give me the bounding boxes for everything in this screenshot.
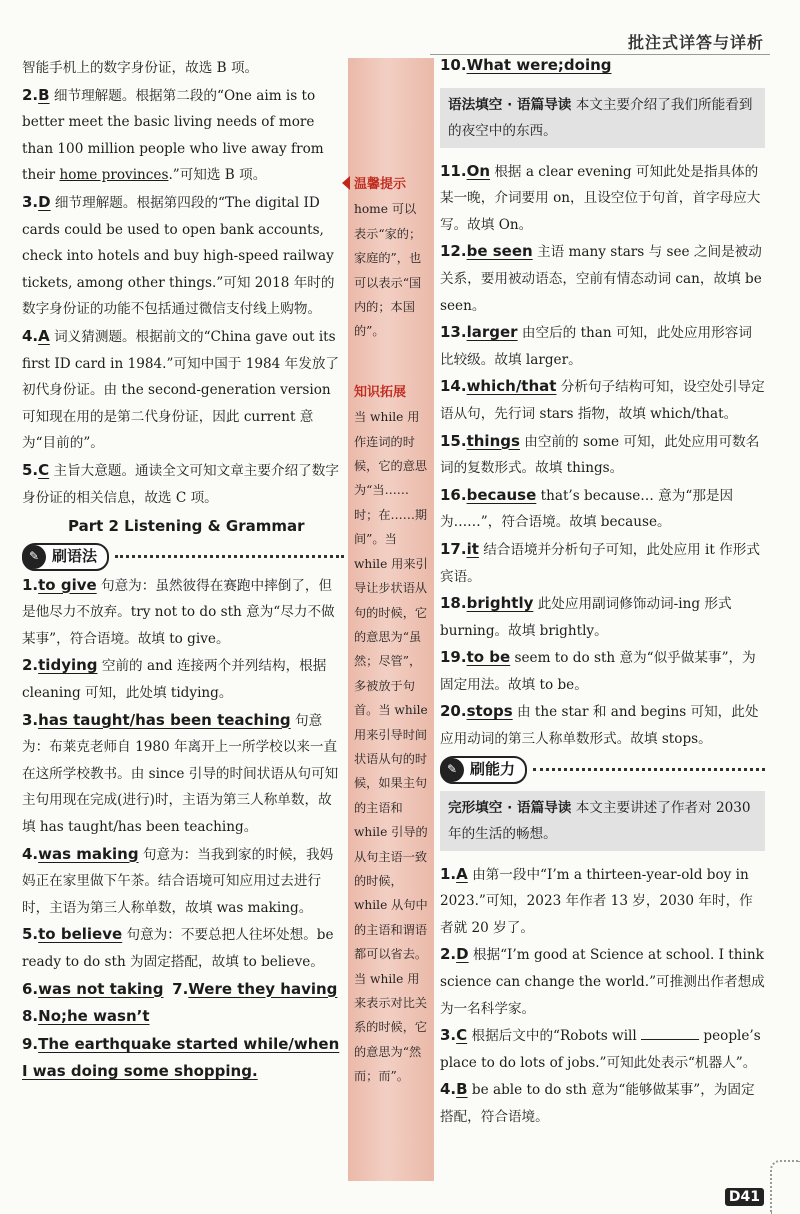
dotted-divider [115,555,344,558]
answer-11: 11.On 根据 a clear evening 可知此处是指具体的某一晚，介词要用 on，且设空位于句首，首字母应大写。故填 On。 [440,161,761,233]
tip-label: 温馨提示 [354,177,407,192]
pen-icon: ✎ [440,758,464,782]
grammar-answer-6-7: 6.was not taking 7.Were they having [22,979,338,998]
grammar-answer-10: 10.What were;doing [440,56,612,74]
grammar-answer-3: 3.has taught/has been teaching 句意为：布莱克老师自 1980 年离开上一所学校以来一直在这所学校教书。由 since 引导的时间状语从句可知主句用现在完成(进行)时，主语为第三人称单数，故填 has taught/has been teaching。 [22,710,339,836]
reading-guide-1: 语法填空 · 语篇导读 本文主要介绍了我们所能看到的夜空中的东西。 [440,88,765,148]
side-note-strip [348,58,434,1181]
pen-icon: ✎ [22,545,46,569]
blank-line [641,1039,699,1040]
grammar-answer-9: 9.The earthquake started while/when I was doing some shopping. [22,1034,340,1081]
answer-18: 18.brightly 此处应用副词修饰动词-ing 形式 burning。故填 brightly。 [440,594,732,639]
grammar-answer-5: 5.to believe 句意为：不要总把人往坏处想。be ready to do sth 为固定搭配，故填 to believe。 [22,925,334,970]
reading-guide-2: 完形填空 · 语篇导读 本文主要讲述了作者对 2030 年的生活的畅想。 [440,791,765,851]
knowledge-note: 当 while 用作连词的时候，它的意思为“当……时；在……期间”。当 while 用来引导让步状语从句的时候，它的意思为“虽然；尽管”，多被放于句首。当 while 用来引导时间状语从句的时候，如果主句的主语和 while 引导的从句主语一致的时候，while 从句中的主语和谓语都可以省去。当 while 用来表示对比关系的时候，它的意思为“然而；而”。 [354,410,428,1084]
answer-13: 13.larger 由空后的 than 可知，此处应用形容词比较级。故填 larger。 [440,323,752,368]
tip-arrow-icon [342,176,350,190]
section-ability [440,757,765,783]
answer-19: 19.to be seem to do sth 意为“似乎做某事”，为固定用法。故填 to be。 [440,648,756,693]
answer-5: 5.C 主旨大意题。通读全文可知文章主要介绍了数字身份证的相关信息，故选 C 项。 [22,460,339,506]
tip-note: home 可以表示“家的；家庭的”，也可以表示“国内的；本国的”。 [354,202,422,339]
answer-20: 20.stops 由 the star 和 and begins 可知，此处应用动词的第三人称单数形式。故填 stops。 [440,702,759,748]
cloze-answer-4: 4.B be able to do sth 意为“能够做某事”，为固定搭配，符合语境。 [440,1080,755,1125]
carry-text: 智能手机上的数字身份证，故选 B 项。 [22,60,259,76]
knowledge-label: 知识拓展 [354,384,407,400]
right-column [440,52,765,1131]
grammar-answer-2: 2.tidying 空前的 and 连接两个并列结构，根据 cleaning 可知，此处填 tidying。 [22,656,327,702]
answer-2: 2.B 细节理解题。根据第二段的“One aim is to better meet the basic living needs of more than 100 million people who live away from their home provinces.”可知选 B 项。 [22,85,324,184]
answer-17: 17.it 结合语境并分析句子可知，此处应用 it 作形式宾语。 [440,539,760,585]
cloze-answer-3: 3.C 根据后文中的“Robots will people’s place to do lots of jobs.”可知此处表示“机器人”。 [440,1026,761,1071]
page-number: D41 [725,1188,764,1206]
page-header: 批注式详答与详析 [627,33,764,52]
answer-15: 15.things 由空前的 some 可知，此处应用可数名词的复数形式。故填 things。 [440,431,760,477]
answer-14: 14.which/that 分析句子结构可知，设空处引导定语从句，先行词 stars 指物，故填 which/that。 [440,377,765,422]
section-grammar [22,544,344,570]
answer-4: 4.A 词义猜测题。根据前文的“China gave out its first ID card in 1984.”可知中国于 1984 年发放了初代身份证。由 the second-generation version 可知现在用的是第二代身份证，因此 current 意为“目前的”。 [22,326,340,452]
answer-3: 3.D 细节理解题。根据第四段的“The digital ID cards could be used to open bank accounts, check into hotels and buy high-speed railway tickets, among other things.”可知 2018 年时的数字身份证的功能不包括通过微信支付线上购物。 [22,192,335,318]
left-column [22,55,344,1086]
answer-16: 16.because that’s because… 意为“那是因为……”，符合语境。故填 because。 [440,485,734,531]
cloze-answer-1: 1.A 由第一段中“I’m a thirteen-year-old boy in 2023.”可知，2023 年作者 13 岁，2030 年时，作者就 20 岁了。 [440,864,753,936]
answer-12: 12.be seen 主语 many stars 与 see 之间是被动关系，要用被动语态，空前有情态动词 can，故填 be seen。 [440,242,762,314]
cloze-answer-2: 2.D 根据“I’m good at Science at school. I think science can change the world.”可推测出作者想成为一名科学家。 [440,945,765,1017]
part-title: Part 2 Listening & Grammar [68,517,305,536]
grammar-answer-4: 4.was making 句意为：当我到家的时候，我妈妈正在家里做下午茶。结合语境可知应用过去进行时，主语为第三人称单数，故填 was making。 [22,844,334,916]
section-label: 刷能力 [470,760,516,779]
grammar-answer-8: 8.No;he wasn’t [22,1007,150,1026]
grammar-answer-1: 1.to give 句意为：虽然彼得在赛跑中摔倒了，但是他尽力不放弃。try not to do sth 意为“尽力不做某事”，符合语境。故填 to give。 [22,575,335,647]
page-corner-decoration [770,1160,800,1214]
section-label: 刷语法 [52,547,98,566]
dotted-divider [533,768,765,771]
